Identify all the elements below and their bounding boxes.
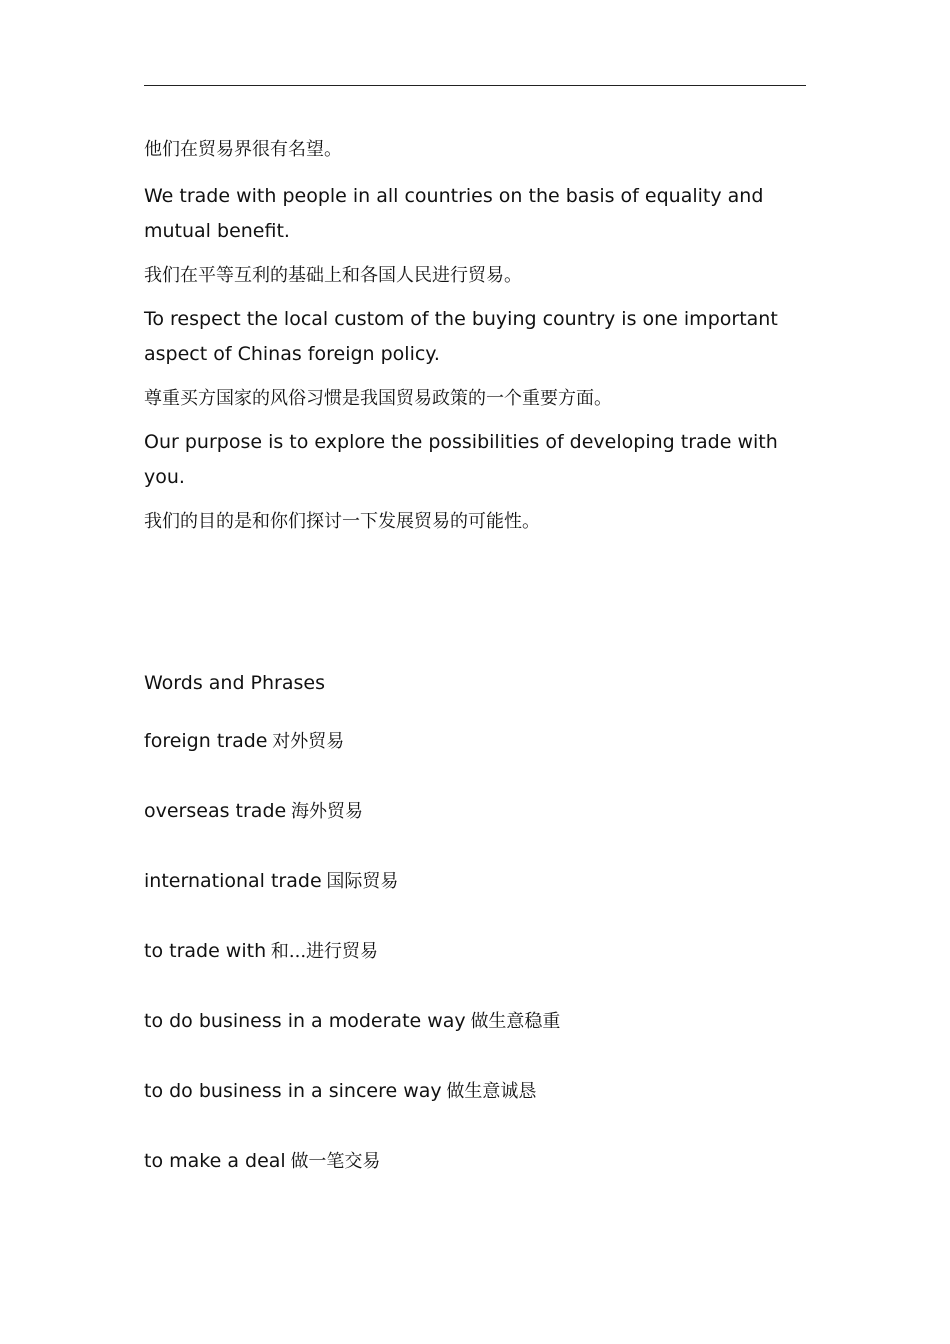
vocabulary-item bbox=[144, 726, 806, 796]
vocabulary-item bbox=[144, 1076, 806, 1146]
term-chinese: 做一笔交易 bbox=[290, 1151, 381, 1172]
term-english: foreign trade bbox=[144, 730, 268, 752]
term-english: to trade with bbox=[144, 940, 267, 962]
term-english: to make a deal bbox=[144, 1150, 286, 1172]
header-rule bbox=[144, 85, 806, 86]
chinese-sentence: 尊重买方国家的风俗习惯是我国贸易政策的一个重要方面。 bbox=[144, 388, 612, 409]
term-chinese: 做生意稳重 bbox=[470, 1011, 561, 1032]
vocabulary-list bbox=[144, 726, 806, 1216]
english-sentence: Our purpose is to explore the possibilities of developing trade with you. bbox=[144, 431, 778, 488]
term-chinese: 做生意诚恳 bbox=[446, 1081, 537, 1102]
term-english: international trade bbox=[144, 870, 322, 892]
english-sentence: We trade with people in all countries on the basis of equality and mutual benefit. bbox=[144, 185, 764, 242]
vocabulary-item bbox=[144, 936, 806, 1006]
term-english: to do business in a moderate way bbox=[144, 1010, 466, 1032]
vocabulary-item bbox=[144, 866, 806, 936]
english-sentence: To respect the local custom of the buying country is one important aspect of Chinas foreign policy. bbox=[144, 308, 778, 365]
chinese-sentence: 我们在平等互利的基础上和各国人民进行贸易。 bbox=[144, 265, 522, 286]
document-body bbox=[144, 136, 806, 1172]
term-chinese: 国际贸易 bbox=[326, 871, 399, 892]
vocabulary-item bbox=[144, 796, 806, 866]
vocabulary-item bbox=[144, 1006, 806, 1076]
chinese-sentence: 他们在贸易界很有名望。 bbox=[144, 139, 342, 160]
term-english: overseas trade bbox=[144, 800, 287, 822]
section-heading: Words and Phrases bbox=[144, 672, 326, 694]
chinese-sentence: 我们的目的是和你们探讨一下发展贸易的可能性。 bbox=[144, 511, 540, 532]
term-english: to do business in a sincere way bbox=[144, 1080, 442, 1102]
term-chinese: 海外贸易 bbox=[290, 801, 363, 822]
term-chinese: 对外贸易 bbox=[272, 731, 345, 752]
vocabulary-item bbox=[144, 1146, 806, 1216]
term-chinese: 和...进行贸易 bbox=[270, 941, 379, 962]
